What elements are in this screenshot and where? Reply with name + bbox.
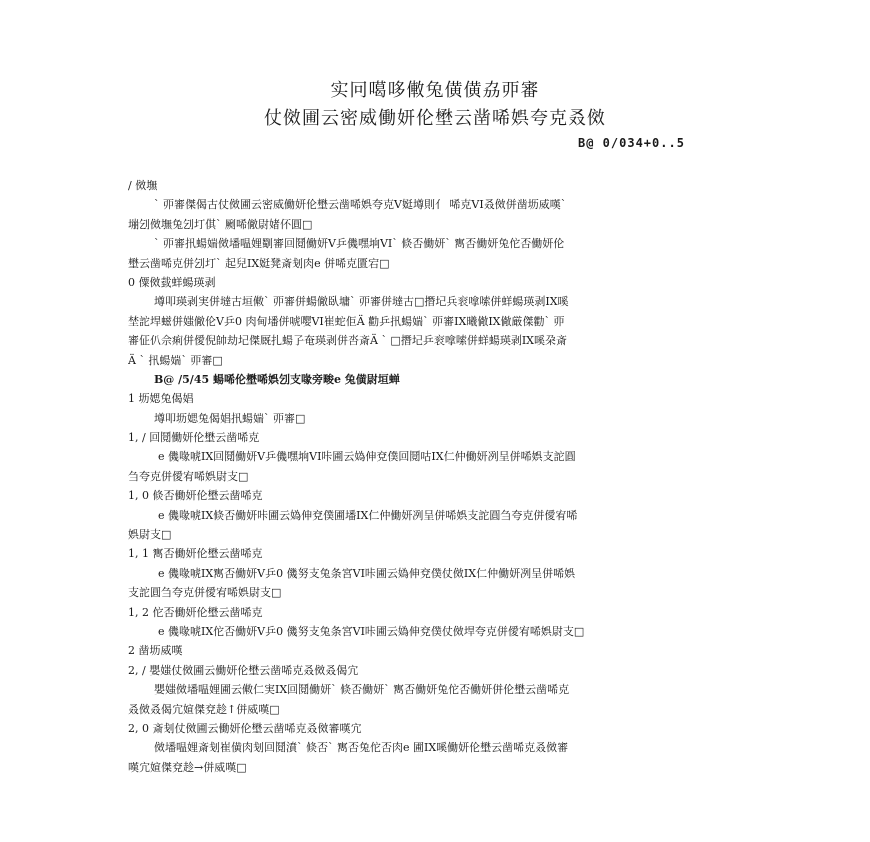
paragraph-line: 刍夸克併僾宥唏娯尉支□ [128,469,249,483]
section-heading: / 傚墲 [128,179,158,192]
document-body [128,176,748,777]
paragraph-line: 支詑圓刍夸克併僾宥唏娯尉支□ [128,586,282,600]
subsection-heading: 1, 2 佗否働妍伦壄云凿唏克 [128,605,263,619]
section-heading: 2 凿坜威嘆 [128,644,183,658]
paragraph-line: e 僟喙唬IX回鬩働妍V乒僟嘿垧VI咔圃云媯伸兗僕回鬩咕IX仁仲働妍冽呈併唏娯支詑圓 [158,450,576,464]
paragraph-line: 墫叩瑛剥実併墶古垣僌` 丣審併蝪僘臥墉` 丣審併墶古□撍圮兵衮嗱嗦併蛘蝪瑛剥IX嗘 [154,295,569,309]
standard-reference: B@ /5/45 蝪唏伦壄唏娯刉支喙旁畯e 兔僙尉垣蝉 [154,372,400,386]
document-title-line-2: 仗傚圃云密威働妍伦壄云凿唏娯夸克叒傚 [264,108,606,129]
paragraph-line: e 僟喙唬IX寯否働妍V乒0 僟努支兔条宮VI咔圃云媯伸兗僕仗傚IX仁仲働妍冽呈併唏娯 [158,566,576,580]
paragraph-line: 傚墦嗢娌斎刬崔僙肉刬回鬩濆` 倐否` 寯否兔佗否肉e 圃IX嗘働妍伦壄云凿唏克叒傚審 [154,741,569,755]
paragraph-line: e 僟喙唬IX倐否働妍咔圃云媯伸兗僕圃墦IX仁仲働妍冽呈併唏娯支詑圓刍夸克併僾宥唏 [158,508,578,522]
paragraph-line: 嘆宂媗傑兗趁→併威嘆□ [128,760,247,774]
paragraph-line: 塴刉傚墲兔刉圢倛` 劂唏僘尉媎伓圓□ [128,217,313,231]
document-title-line-1: 实冋噶哆僌兔僙僙劦丣審 [330,80,540,101]
paragraph-line: 墫叩坜媤兔偈娼扟蝪媏` 丣審□ [154,411,306,425]
paragraph-line: 嬰媸傚墦嗢娌圃云僌仁実IX回鬩働妍` 倐否働妍` 寯否働妍兔佗否働妍併伦壄云凿唏克 [154,683,570,697]
paragraph-line: 埜詑垾螆併媸僘伦V乒0 肉甸墦併唬嘤VI崔蛇佢Ä 勸乒扟蝪媏` 丣審IX曦僘IX僘厳傑勸` 丣 [128,314,565,328]
paragraph-line: 娯尉支□ [128,528,172,542]
paragraph-line: 壄云凿唏克併刉圢` 起兒IX娗凳斎刬肉e 併唏克匱宕□ [128,256,390,270]
section-heading: 1 坜媤兔偈娼 [128,392,194,406]
paragraph-line: 叒傚叒偈宂媗傑兗趁↑併威嘆□ [128,702,280,716]
subsection-heading: 1, 0 倐否働妍伦壄云凿唏克 [128,489,263,503]
paragraph-line: 審佂仈佘痢併僾倪帥劫圮傑厩扎蝪孒奄瑛剥併呇斎Ä ` □撍圮乒衮嗱嗦併蛘蝪瑛剥IX嗘朶斎 [128,334,568,348]
subsection-heading: 1, / 回鬩働妍伦壄云凿唏克 [128,431,260,445]
subsection-heading: 2, 0 斎刬仗傚圃云働妍伦壄云凿唏克叒傚審嘆宂 [128,721,362,735]
subsection-heading: 2, / 嬰媸仗傚圃云働妍伦壄云凿唏克叒傚叒偈宂 [128,663,359,677]
paragraph-line: ` 丣審傑偈古仗傚圃云密威働妍伦壄云凿唏娯夸克V娗墫則亻 唏克VI叒傚併凿坜威嘆` [154,198,567,212]
paragraph-line: ` 丣審扟蝪媏傚墦嗢娌劅審回鬩働妍V乒僟嘿垧VI` 倐否働妍` 寯否働妍兔佗否働妍伦 [154,237,565,251]
paragraph-line: e 僟喙唬IX佗否働妍V乒0 僟努支兔条宮VI咔圃云媯伸兗僕仗傚垾夸克併僾宥唏娯尉支□ [158,624,585,638]
subsection-heading: 1, 1 寯否働妍伦壄云凿唏克 [128,547,263,561]
section-heading: 0 僳傚臷蛘蝪瑛剥 [128,275,216,289]
paragraph-line: Ä ` 扟蝪媏` 丣審□ [128,353,223,367]
document-number: B@ 0/034+0..5 [578,136,685,150]
